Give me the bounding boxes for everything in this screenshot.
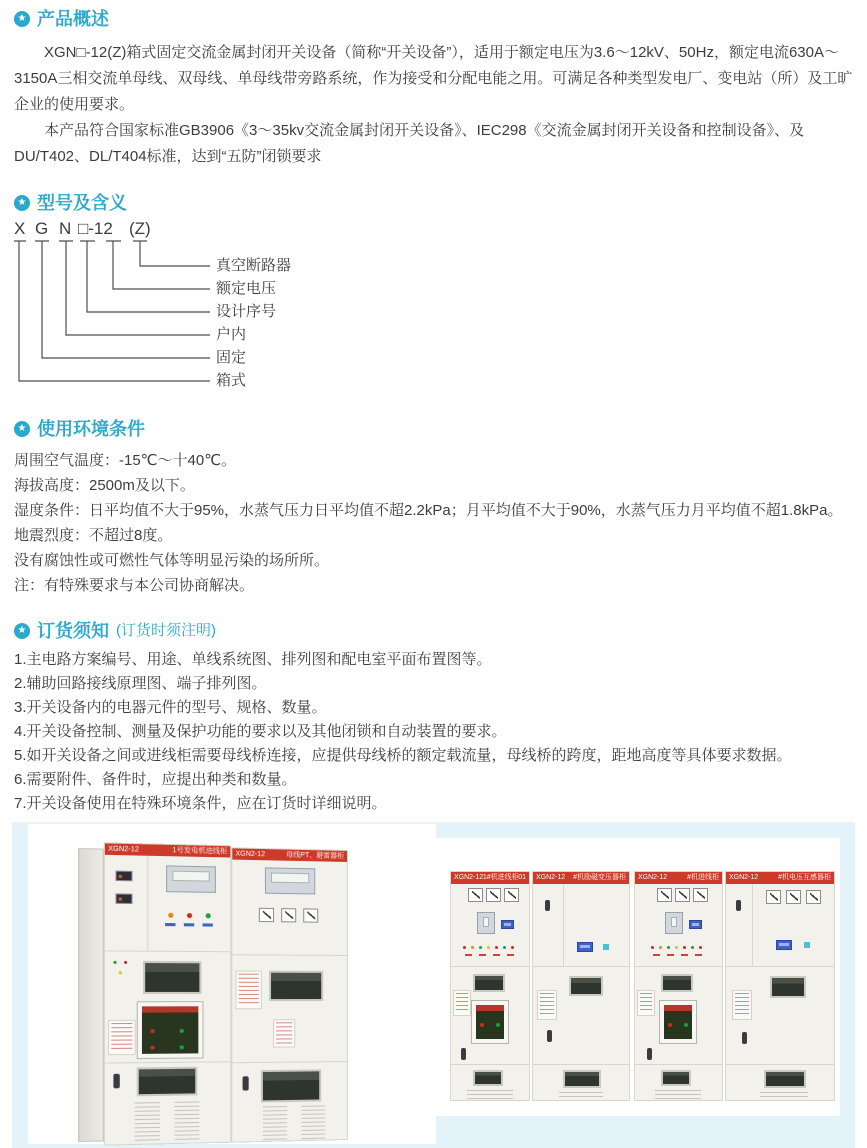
model-code-label: 户内 <box>216 326 247 343</box>
cabinet-number: 01 <box>518 874 526 881</box>
cabinet-banner <box>105 843 230 857</box>
door-handle <box>547 1030 552 1042</box>
ordering-item: 4.开关设备控制、测量及保护功能的要求以及其他闭锁和自动装置的要求。 <box>14 723 507 740</box>
analog-meter <box>766 890 781 904</box>
switchgear-photo-left <box>28 824 436 1144</box>
cabinet-right-2 <box>532 871 630 1101</box>
door-handle <box>545 900 550 911</box>
cabinet-model: XGN2-12 <box>638 874 668 881</box>
cable-window <box>563 1070 601 1088</box>
environment-conditions <box>14 448 853 598</box>
analog-meter <box>657 888 672 902</box>
cable-window <box>661 1070 691 1086</box>
model-code-part: □-12 <box>78 219 113 238</box>
cabinet-left-1 <box>104 842 231 1145</box>
analog-meter <box>303 908 318 922</box>
cabinet-banner <box>635 872 722 884</box>
overview-paragraph: XGN□-12(Z)箱式固定交流金属封闭开关设备（简称“开关设备”），适用于额定电压为3.6～12kV、50Hz，额定电流630A～3150A三相交流单母线、双母线、单母线带旁路系统，作为接受和分配电能之用。可满足各种类型发电厂、变电站（所）及工旷企业的使用要求。 <box>14 44 853 113</box>
inspection-window <box>143 961 201 994</box>
section-model-heading <box>14 192 853 214</box>
indicator-light <box>113 961 116 964</box>
model-code-part: (Z) <box>129 219 151 238</box>
section-environment-heading <box>14 418 853 440</box>
cabinet-right-1 <box>450 871 530 1101</box>
condition-line: 地震烈度：不超过8度。 <box>14 527 173 544</box>
ordering-item: 7.开关设备使用在特殊环境条件，应在订货时详细说明。 <box>14 795 387 812</box>
breaker-panel <box>659 1000 697 1044</box>
ordering-item: 5.如开关设备之间或进线柜需要母线桥连接，应提供母线桥的额定载流量，母线桥的跨度，距地高度等具体要求数据。 <box>14 747 792 764</box>
model-code-part: N <box>59 219 73 238</box>
model-code-diagram <box>14 219 434 394</box>
digital-display <box>577 942 593 952</box>
section-title: 使用环境条件 <box>37 419 145 439</box>
digital-display <box>776 940 792 950</box>
analog-meter <box>693 888 708 902</box>
cabinet-label: #机励磁变压器柜 <box>573 874 626 881</box>
analog-meter <box>786 890 801 904</box>
model-code-label: 固定 <box>216 349 247 366</box>
cabinet-model: XGN2-12 <box>536 874 566 881</box>
cabinet-right-4 <box>725 871 835 1101</box>
inspection-window <box>770 976 806 998</box>
light-label <box>184 923 194 926</box>
inspection-window <box>269 971 323 1001</box>
breaker-panel <box>137 1001 204 1059</box>
protection-relay-display <box>265 867 315 894</box>
ordering-item: 2.辅助回路接线原理图、端子排列图。 <box>14 675 267 692</box>
protection-relay-display <box>477 912 495 934</box>
vent-grille <box>301 1105 325 1140</box>
section-title: 订货须知 <box>37 621 109 641</box>
digital-display <box>501 920 514 929</box>
star-icon <box>14 11 30 27</box>
model-code-label: 额定电压 <box>216 280 277 297</box>
circuit-diagram-sticker <box>637 990 655 1016</box>
indicator-light <box>124 961 127 964</box>
analog-meter <box>675 888 690 902</box>
cable-window <box>473 1070 503 1086</box>
cabinet-right-3 <box>634 871 723 1101</box>
relay-indicator <box>116 893 133 904</box>
condition-line: 海拔高度：2500m及以下。 <box>14 477 195 494</box>
star-icon <box>14 623 30 639</box>
vent-grille <box>655 1090 701 1100</box>
relay-indicator <box>116 871 133 882</box>
protection-relay-display <box>665 912 683 934</box>
model-code-part: X <box>14 219 27 238</box>
model-code-label: 箱式 <box>216 372 247 389</box>
indicator-light <box>206 913 211 918</box>
inspection-window <box>661 974 693 992</box>
cable-window <box>261 1069 321 1102</box>
analog-meter <box>259 908 274 922</box>
cabinet-label: 1号发电机进线柜 <box>172 847 228 856</box>
cabinet-banner <box>533 872 629 884</box>
vent-grille <box>760 1092 808 1100</box>
condition-line: 湿度条件：日平均值不大于95%，水蒸气压力日平均值不超2.2kPa；月平均值不大于90%，水蒸气压力月平均值不超1.8kPa。 <box>14 502 843 519</box>
vent-grille <box>467 1090 513 1100</box>
circuit-diagram-sticker <box>273 1019 295 1047</box>
cabinet-group-left <box>78 842 348 1146</box>
circuit-diagram-sticker <box>453 990 471 1016</box>
star-icon <box>14 421 30 437</box>
overview-paragraph: 本产品符合国家标准GB3906《3～35kv交流金属封闭开关设备》、IEC298《交流金属封闭开关设备和控制设备》、及DU/T402、DL/T404标准，达到“五防”闭锁要求 <box>14 122 805 165</box>
analog-meter <box>504 888 519 902</box>
ordering-item: 6.需要附件、备件时，应提出种类和数量。 <box>14 771 297 788</box>
section-title: 产品概述 <box>37 9 109 29</box>
door-handle <box>742 1032 747 1044</box>
model-code-label: 设计序号 <box>216 303 277 320</box>
indicator-light <box>187 913 192 918</box>
circuit-diagram-sticker <box>732 990 752 1020</box>
inspection-window <box>473 974 505 992</box>
light-label <box>165 923 175 926</box>
ordering-item: 3.开关设备内的电器元件的型号、规格、数量。 <box>14 699 327 716</box>
analog-meter <box>806 890 821 904</box>
circuit-diagram-sticker <box>108 1020 136 1055</box>
light-label <box>202 923 212 926</box>
model-code-part: G <box>35 219 50 238</box>
cabinet-model: XGN2-12 <box>729 874 759 881</box>
door-handle <box>461 1048 466 1060</box>
ordering-items <box>14 648 853 816</box>
cabinet-banner <box>232 848 347 862</box>
cabinet-label: #机进线柜 <box>687 874 719 881</box>
cabinet-side-panel <box>78 848 104 1142</box>
analog-meter <box>486 888 501 902</box>
breaker-panel <box>471 1000 509 1044</box>
analog-meter <box>468 888 483 902</box>
section-ordering-heading <box>14 620 853 642</box>
cable-window <box>764 1070 806 1088</box>
door-handle <box>736 900 741 911</box>
ordering-item: 1.主电路方案编号、用途、单线系统图、排列图和配电室平面布置图等。 <box>14 651 492 668</box>
cabinet-left-2 <box>231 847 348 1142</box>
section-overview-heading <box>14 8 853 30</box>
star-icon <box>14 195 30 211</box>
inspection-window <box>569 976 603 996</box>
cabinet-banner <box>726 872 834 884</box>
door-handle <box>243 1076 249 1090</box>
door-handle <box>647 1048 652 1060</box>
cabinet-label: 1#机进线柜 <box>482 874 519 881</box>
indicator-light <box>804 942 810 948</box>
cabinet-model: XGN2-12 <box>235 850 266 859</box>
door-handle <box>113 1074 119 1089</box>
digital-display <box>689 920 702 929</box>
indicator-light <box>168 913 173 918</box>
vent-grille <box>263 1106 287 1141</box>
cabinet-model: XGN2-12 <box>454 874 483 881</box>
vent-grille <box>174 1101 199 1140</box>
cabinet-label: 母线PT、避雷器柜 <box>286 851 345 860</box>
analog-meter <box>281 908 296 922</box>
overview-paragraphs <box>14 40 853 170</box>
circuit-diagram-sticker <box>537 990 557 1020</box>
cable-window <box>137 1067 198 1097</box>
cabinet-model: XGN2-12 <box>108 845 140 854</box>
section-subtitle: (订货时须注明) <box>116 622 216 639</box>
protection-relay-display <box>166 865 216 893</box>
condition-line: 注：有特殊要求与本公司协商解决。 <box>14 577 255 594</box>
indicator-light <box>119 971 122 974</box>
product-gallery-panel <box>12 822 855 1148</box>
switchgear-photo-right <box>436 838 840 1116</box>
circuit-diagram-sticker <box>235 971 261 1010</box>
cabinet-banner <box>451 872 529 884</box>
cabinet-label: #机电压互感器柜 <box>778 874 831 881</box>
section-title: 型号及含义 <box>37 193 127 213</box>
condition-line: 没有腐蚀性或可燃性气体等明显污染的场所所。 <box>14 552 330 569</box>
condition-line: 周围空气温度：-15℃～十40℃。 <box>14 452 237 469</box>
model-code-label: 真空断路器 <box>216 257 292 274</box>
vent-grille <box>559 1092 603 1100</box>
indicator-light <box>603 944 609 950</box>
